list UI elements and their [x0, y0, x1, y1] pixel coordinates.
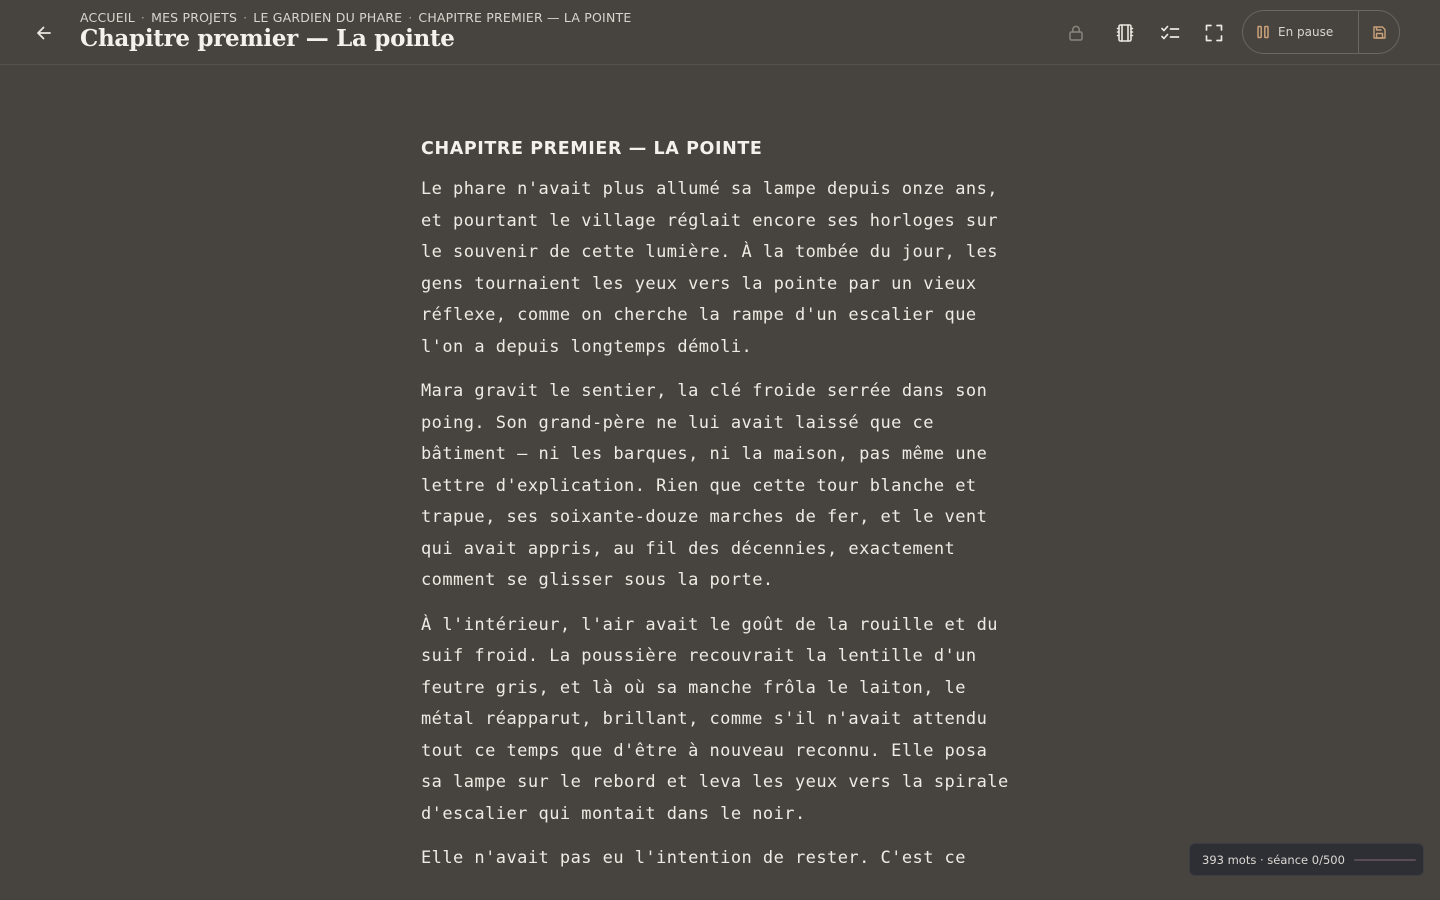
manuscript-line: réflexe, comme on cherche la rampe d'un escalier que [421, 305, 977, 325]
manuscript-line: Le phare n'avait plus allumé sa lampe depuis onze ans, [421, 179, 998, 199]
breadcrumb [80, 10, 631, 25]
pause-label: En pause [1278, 25, 1334, 39]
manuscript-line: le souvenir de cette lumière. À la tombée du jour, les [421, 242, 998, 262]
fullscreen-icon [1205, 24, 1223, 42]
manuscript-line: qui avait appris, au fil des décennies, exactement [421, 538, 956, 559]
manuscript-line: tout ce temps que d'être à nouveau reconnu. Elle posa [421, 740, 988, 761]
manuscript-line: d'escalier qui montait dans le noir. [421, 803, 806, 824]
lock-button[interactable] [1060, 17, 1092, 49]
back-button[interactable] [28, 17, 60, 49]
pause-icon [1256, 25, 1270, 39]
manuscript-line: feutre gris, et là où sa manche frôla le laiton, le [421, 677, 966, 698]
manuscript-line: comment se glisser sous la porte. [421, 570, 774, 590]
manuscript-line: l'on a depuis longtemps démoli. [421, 336, 753, 357]
manuscript-line: bâtiment — ni les barques, ni la maison, pas même une [421, 444, 988, 464]
checklist-icon [1160, 24, 1180, 42]
lock-icon [1068, 24, 1084, 42]
notebook-icon [1116, 23, 1134, 43]
manuscript-line: suif froid. La poussière recouvrait la lentille d'un [421, 646, 977, 666]
manuscript-line: poing. Son grand-père ne lui avait laissé que ce [421, 412, 934, 433]
word-count-text: 393 mots · séance 0/500 [1202, 852, 1345, 867]
save-button[interactable] [1358, 11, 1399, 53]
manuscript-line: lettre d'explication. Rien que cette tour blanche et [421, 475, 977, 496]
manuscript-body[interactable] [421, 174, 1021, 875]
fullscreen-button[interactable] [1198, 17, 1230, 49]
manuscript-line: À l'intérieur, l'air avait le goût de la rouille et du [421, 614, 998, 635]
breadcrumb-item-projects[interactable]: MES PROJETS [151, 10, 238, 25]
page-title: Chapitre premier — La pointe [80, 25, 455, 52]
manuscript-line: métal réapparut, brillant, comme s'il n'avait attendu [421, 709, 988, 729]
manuscript-paragraph[interactable] [421, 174, 1021, 363]
chapter-heading: CHAPITRE PREMIER — LA POINTE [421, 139, 763, 159]
manuscript-line: et pourtant le village réglait encore ses horloges sur [421, 210, 998, 231]
manuscript-line: Elle n'avait pas eu l'intention de rester. C'est ce [421, 848, 966, 868]
manuscript-paragraph[interactable] [421, 376, 1021, 597]
notebook-button[interactable] [1109, 17, 1141, 49]
manuscript-editor[interactable] [421, 138, 1021, 888]
checklist-button[interactable] [1154, 17, 1186, 49]
session-controls [1242, 10, 1400, 54]
pause-button[interactable] [1243, 11, 1358, 53]
breadcrumb-item-current: CHAPITRE PREMIER — LA POINTE [418, 10, 632, 25]
manuscript-paragraph[interactable] [421, 610, 1021, 831]
breadcrumb-separator: · [243, 10, 248, 25]
manuscript-line: gens tournaient les yeux vers la pointe par un vieux [421, 273, 977, 294]
breadcrumb-item-home[interactable]: ACCUEIL [80, 10, 135, 25]
breadcrumb-item-project[interactable]: LE GARDIEN DU PHARE [253, 10, 403, 25]
breadcrumb-separator: · [140, 10, 146, 25]
save-icon [1372, 25, 1387, 40]
arrow-left-icon [35, 24, 53, 42]
top-bar [0, 0, 1440, 65]
manuscript-paragraph[interactable] [421, 843, 1021, 875]
manuscript-line: Mara gravit le sentier, la clé froide serrée dans son [421, 381, 988, 401]
manuscript-line: trapue, ses soixante-douze marches de fer, et le vent [421, 507, 988, 527]
breadcrumb-separator: · [408, 10, 413, 25]
manuscript-line: sa lampe sur le rebord et leva les yeux vers la spirale [421, 772, 1009, 792]
session-progress-bar [1354, 859, 1416, 861]
word-count-widget[interactable] [1189, 843, 1424, 876]
